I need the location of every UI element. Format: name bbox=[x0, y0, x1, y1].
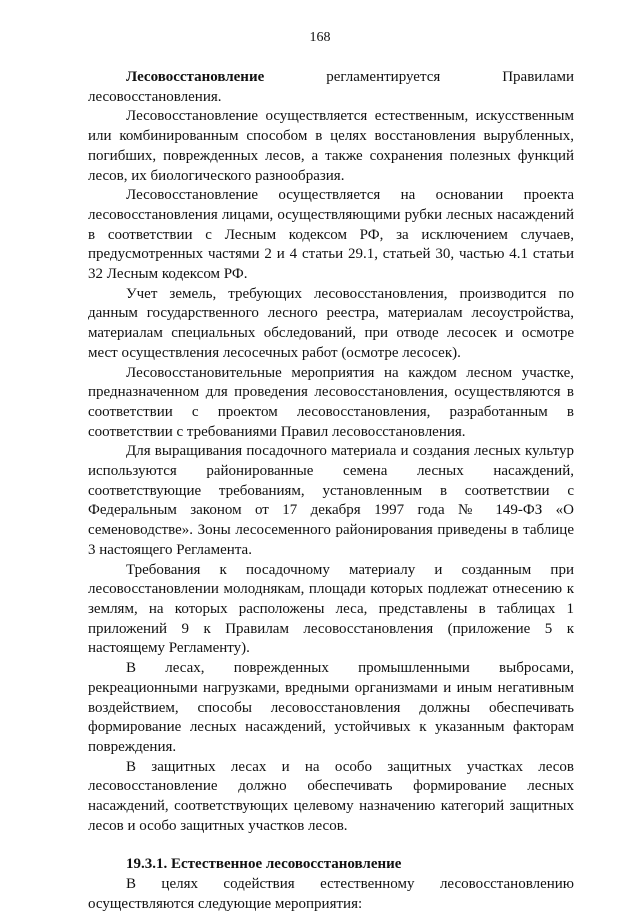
paragraph-7: Требования к посадочному материалу и созданным при лесовосстановлении молоднякам, площади которых подлежат отнесению к землям, на которых расположены леса, представлены в таблицах 1 приложений 9 к Правилам лесовосстановления (приложение 5 к настоящему Регламенту). bbox=[88, 561, 574, 657]
document-body bbox=[88, 68, 574, 915]
paragraph-2: Лесовосстановление осуществляется естественным, искусственным или комбинированным способом в целях восстановления вырубленных, погибших, поврежденных лесов, а также сохранения полезных функций лесов, их биологического разнообразия. bbox=[88, 108, 574, 184]
page-number: 168 bbox=[309, 30, 331, 45]
paragraph-9: В защитных лесах и на особо защитных участках лесов лесовосстановление должно обеспечивать формирование лесных насаждений, соответствующих целевому назначению категорий защитных лесов и особо защитных участков лесов. bbox=[88, 758, 574, 834]
section-paragraph: В целях содействия естественному лесовосстановлению осуществляются следующие мероприятия: bbox=[88, 876, 574, 912]
paragraph-6: Для выращивания посадочного материала и создания лесных культур используются районированные семена лесных насаждений, соответствующие требованиям, установленным в соответствии с Федеральным законом от 17 декабря 1997 года № 149-ФЗ «О семеноводстве». Зоны лесосеменного районирования приведены в таблице 3 настоящего Регламента. bbox=[88, 443, 574, 558]
paragraph-1-text: регламентируется Правилами лесовосстановления. bbox=[88, 69, 574, 105]
paragraph-1-lead: Лесовосстановление bbox=[126, 69, 265, 85]
paragraph-8: В лесах, поврежденных промышленными выбросами, рекреационными нагрузками, вредными организмами и иным негативным воздействием, способы лесовосстановления должны обеспечивать формирование лесных насаждений, устойчивых к указанным факторам повреждения. bbox=[88, 660, 574, 755]
paragraph-5: Лесовосстановительные мероприятия на каждом лесном участке, предназначенном для проведения лесовосстановления, осуществляются в соответствии с проектом лесовосстановления, разработанным в соответствии с требованиями Правил лесовосстановления. bbox=[88, 364, 574, 440]
paragraph-3: Лесовосстановление осуществляется на основании проекта лесовосстановления лицами, осуществляющими рубки лесных насаждений в соответствии с Лесным кодексом РФ, за исключением случаев, предусмотренных частями 2 и 4 статьи 29.1, статьей 30, частью 4.1 статьи 32 Лесным кодексом РФ. bbox=[88, 187, 574, 283]
paragraph-1 bbox=[88, 68, 574, 107]
section-heading: 19.3.1. Естественное лесовосстановление bbox=[126, 856, 402, 873]
paragraph-4: Учет земель, требующих лесовосстановления, производится по данным государственного лесного реестра, материалам лесоустройства, материалам специальных обследований, при отводе лесосек и осмотре мест осуществления лесосечных работ (осмотре лесосек). bbox=[88, 285, 574, 361]
